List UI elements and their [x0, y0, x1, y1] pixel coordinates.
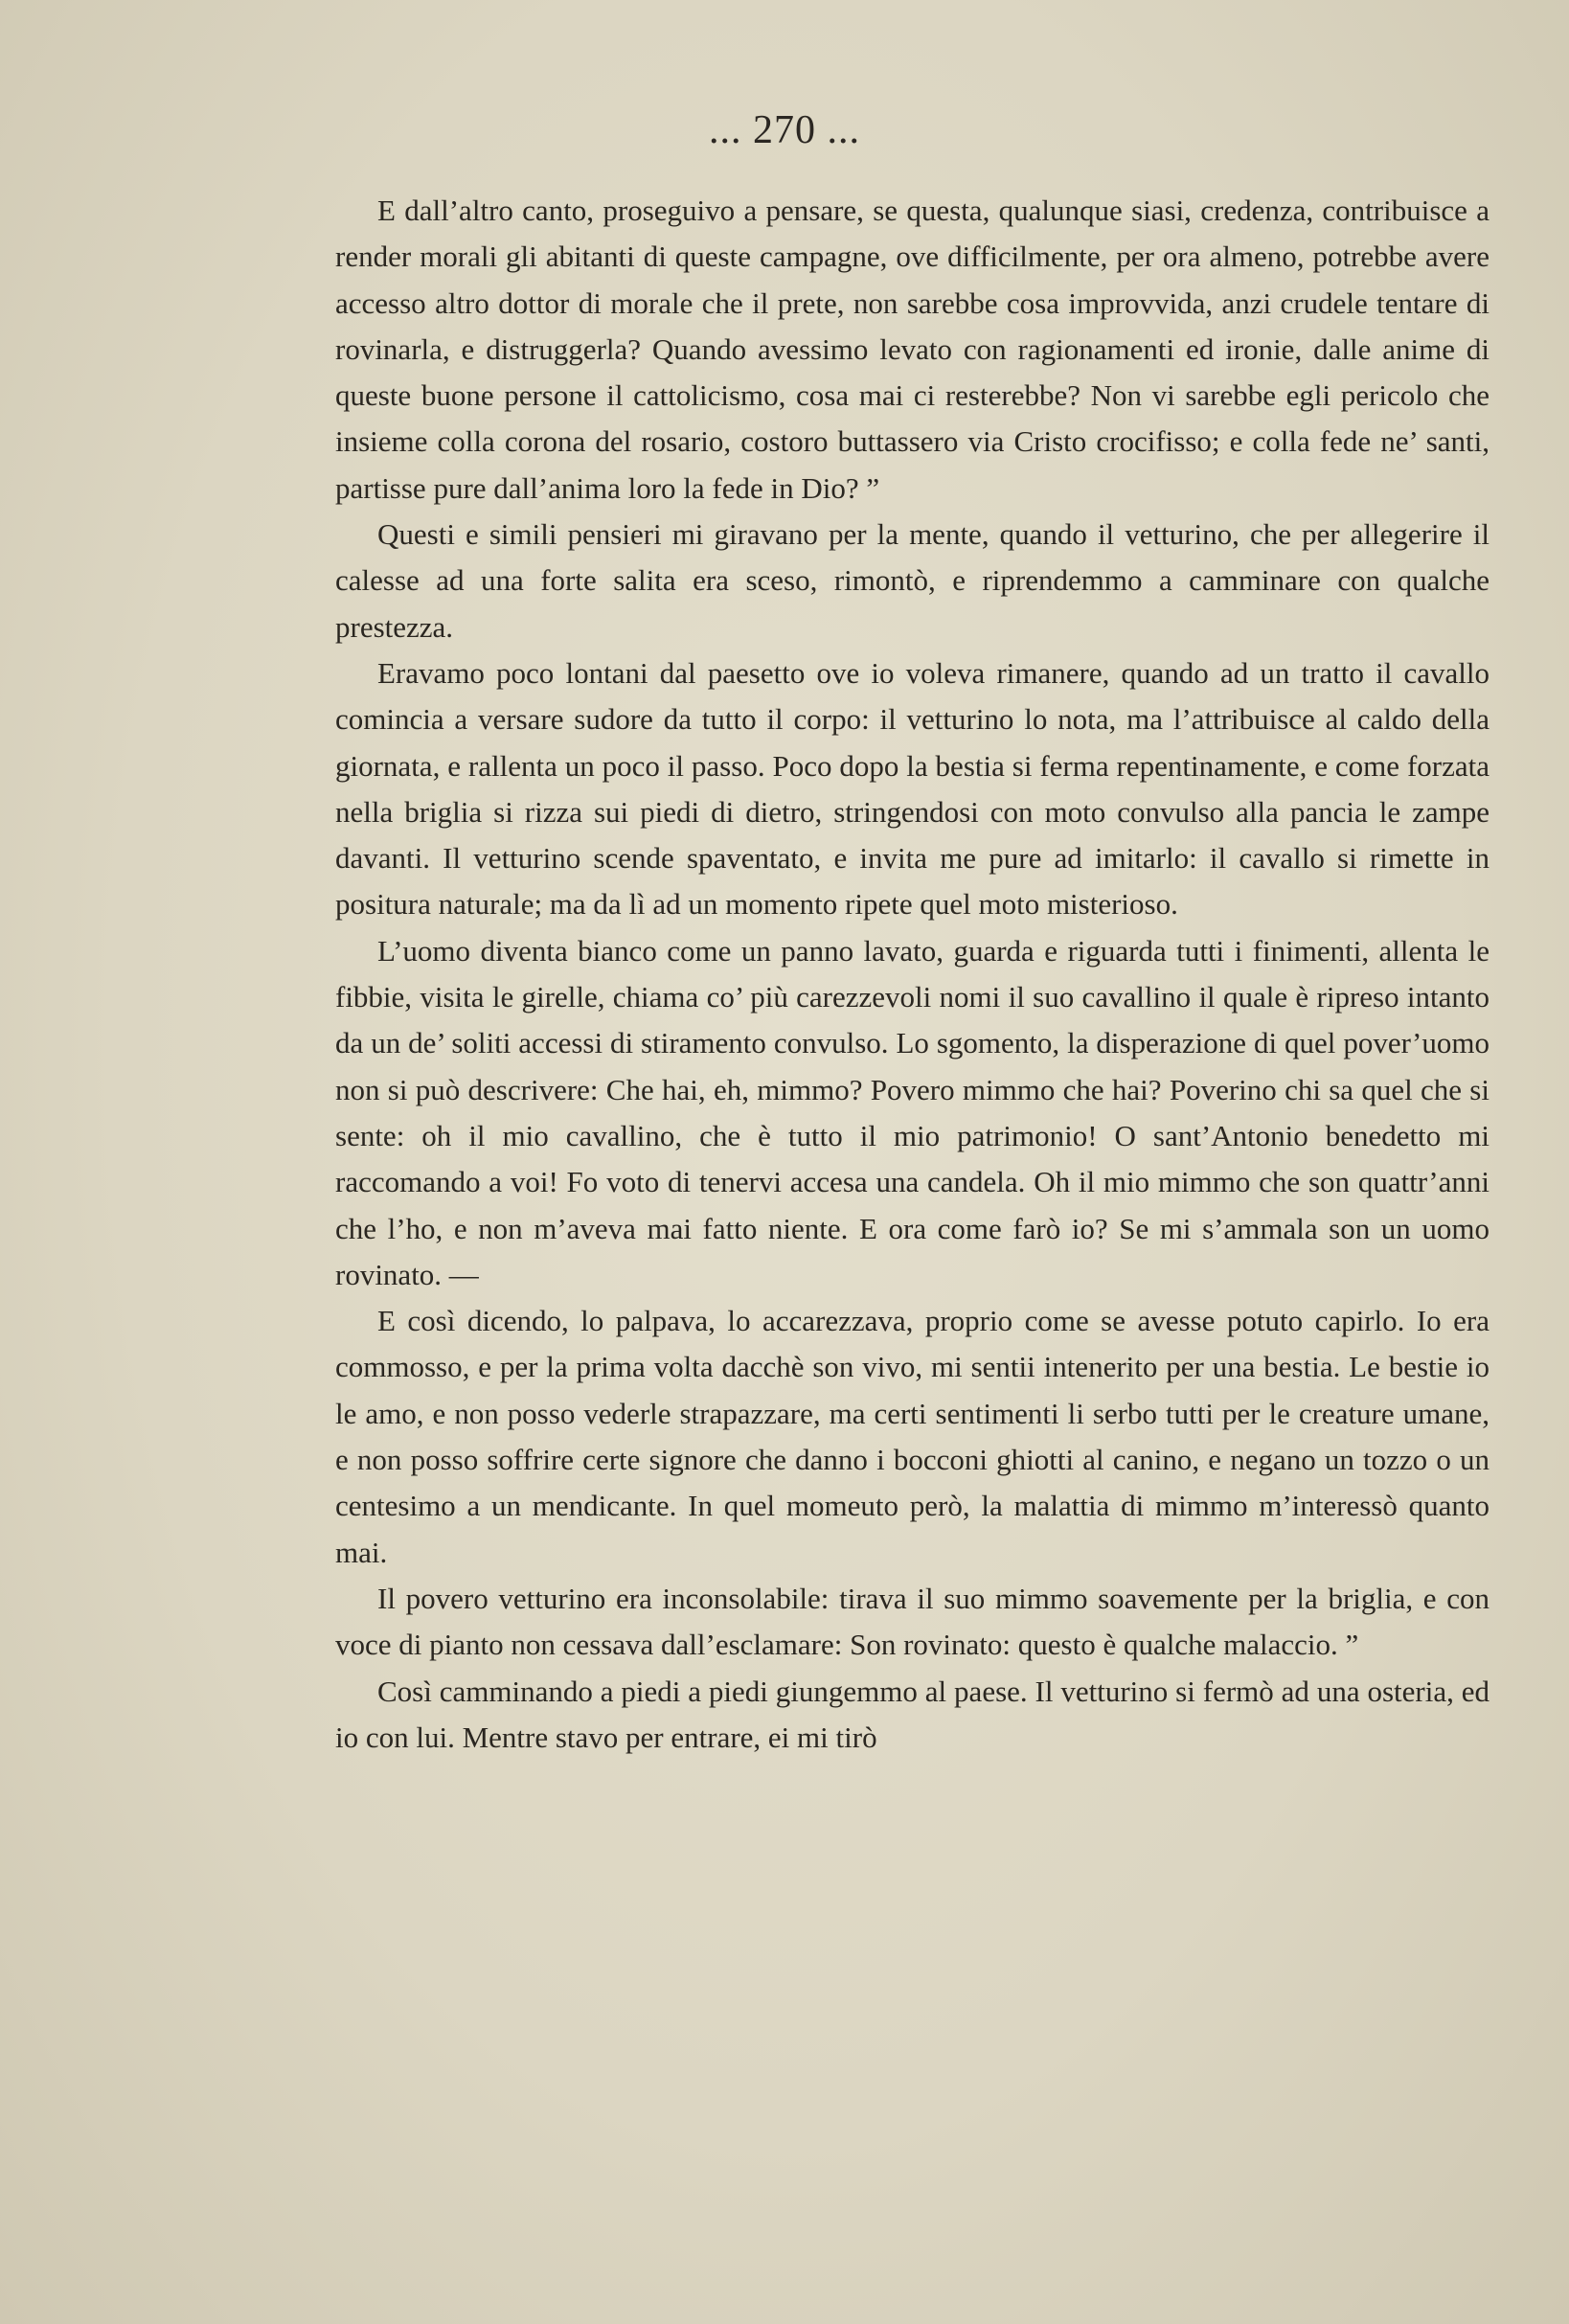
page-number: ... 270 ...: [709, 108, 860, 152]
paragraph: E così dicendo, lo palpava, lo accarezzava, proprio come se avesse potuto capirlo. Io era commosso, e per la prima volta dacchè son vivo, mi sentii intenerito per una bestia. Le bestie io le amo, e non posso vederle strapazzare, ma certi sentimenti li serbo tutti per le creature umane, e non posso soffrire certe signore che danno i bocconi ghiotti al canino, e negano un tozzo o un centesimo a un mendicante. In quel momeuto però, la malattia di mimmo m’interessò quanto mai.: [335, 1304, 1489, 1569]
paragraph: E dall’altro canto, proseguivo a pensare, se questa, qualunque siasi, credenza, contribuisce a render morali gli abitanti di queste campagne, ove difficilmente, per ora almeno, potrebbe avere accesso altro dottor di morale che il prete, non sarebbe cosa improvvida, anzi crudele tentare di rovinarla, e distruggerla? Quando avessimo levato con ragionamenti ed ironie, dalle anime di queste buone persone il cattolicismo, cosa mai ci resterebbe? Non vi sarebbe egli pericolo che insieme colla corona del rosario, costoro buttassero via Cristo crocifisso; e colla fede ne’ santi, partisse pure dall’anima loro la fede in Dio? ”: [335, 194, 1489, 505]
paragraph: L’uomo diventa bianco come un panno lavato, guarda e riguarda tutti i finimenti, allenta le fibbie, visita le girelle, chiama co’ più carezzevoli nomi il suo cavallino il quale è ripreso intanto da un de’ soliti accessi di stiramento convulso. Lo sgomento, la disperazione di quel pover’uomo non si può descrivere: Che hai, eh, mimmo? Povero mimmo che hai? Poverino chi sa quel che si sente: oh il mio cavallino, che è tutto il mio patrimonio! O sant’Antonio benedetto mi raccomando a voi! Fo voto di tenervi accesa una candela. Oh il mio mimmo che son quattr’anni che l’ho, e non m’aveva mai fatto niente. E ora come farò io? Se mi s’ammala son un uomo rovinato. —: [335, 933, 1489, 1291]
paragraph: Il povero vetturino era inconsolabile: tirava il suo mimmo soavemente per la briglia, e con voce di pianto non cessava dall’esclamare: Son rovinato: questo è qualche malaccio. ”: [335, 1581, 1489, 1662]
paragraph: Questi e simili pensieri mi giravano per la mente, quando il vetturino, che per allegerire il calesse ad una forte salita era sceso, rimontò, e riprendemmo a camminare con qualche prestezza.: [335, 517, 1489, 644]
paragraph: Eravamo poco lontani dal paesetto ove io voleva rimanere, quando ad un tratto il cavallo comincia a versare sudore da tutto il corpo: il vetturino lo nota, ma l’attribuisce al caldo della giornata, e rallenta un poco il passo. Poco dopo la bestia si ferma repentinamente, e come forzata nella briglia si rizza sui piedi di dietro, stringendosi con moto convulso alla pancia le zampe davanti. Il vetturino scende spaventato, e invita me pure ad imitarlo: il cavallo si rimette in positura naturale; ma da lì ad un momento ripete quel moto misterioso.: [335, 655, 1489, 922]
paragraph: Così camminando a piedi a piedi giungemmo al paese. Il vetturino si fermò ad una osteria, ed io con lui. Mentre stavo per entrare, ei mi tirò: [335, 1674, 1489, 1754]
body-text: [335, 188, 1489, 1761]
